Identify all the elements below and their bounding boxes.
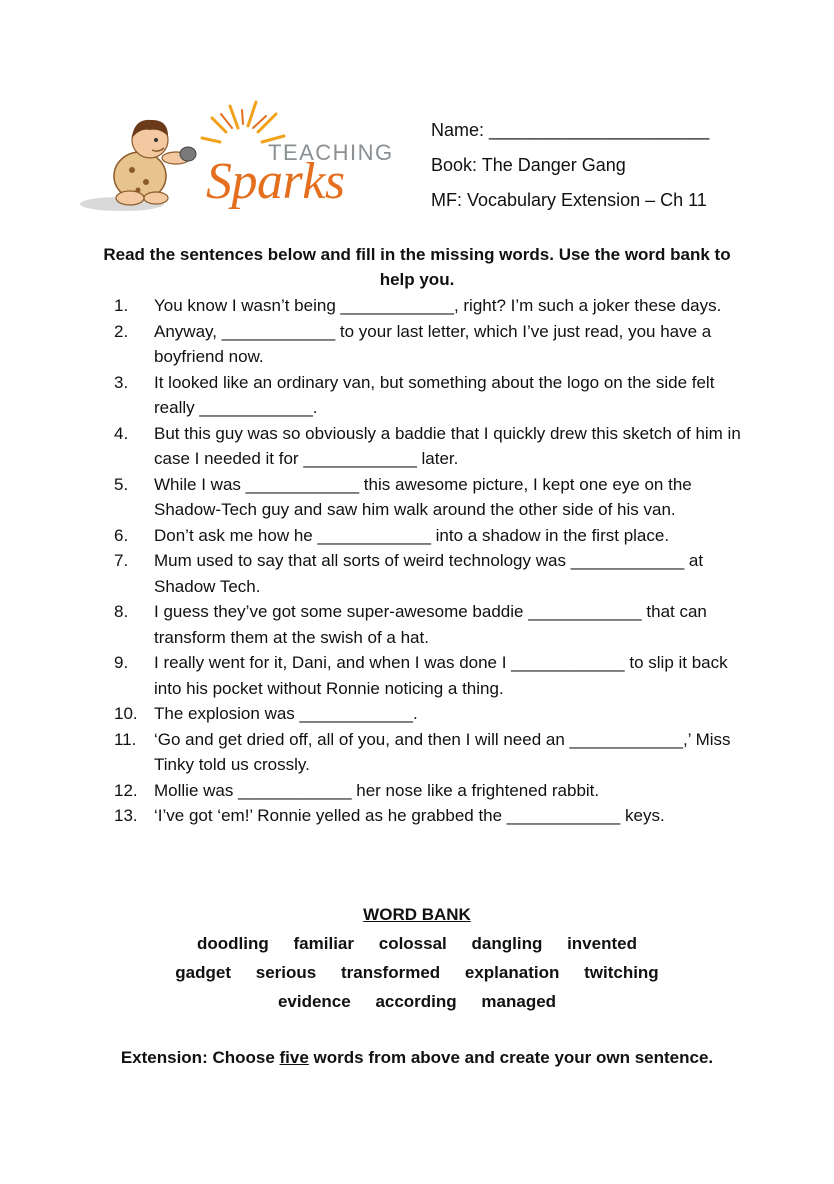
question-item xyxy=(108,293,750,319)
question-text: I really went for it, Dani, and when I was done I ____________ to slip it back into his pocket without Ronnie noticing a thing. xyxy=(154,653,728,698)
extension-emphasis: five xyxy=(279,1048,309,1067)
question-number: 7. xyxy=(114,551,129,570)
question-text: The explosion was ____________. xyxy=(154,704,418,723)
question-number: 11. xyxy=(114,729,137,749)
question-text: ‘Go and get dried off, all of you, and then I will need an ____________,’ Miss Tinky told us crossly. xyxy=(154,729,731,774)
question-number: 12. xyxy=(114,780,138,800)
extension-task xyxy=(0,1048,834,1068)
word-bank-word: twitching xyxy=(584,963,659,982)
question-text: Mum used to say that all sorts of weird technology was ____________ at Shadow Tech. xyxy=(154,551,704,596)
worksheet-subtitle: MF: Vocabulary Extension – Ch 11 xyxy=(431,190,707,210)
question-number: 1. xyxy=(114,296,129,315)
word-bank-title: WORD BANK xyxy=(363,905,471,924)
name-field: Name: ______________________ xyxy=(431,120,710,140)
word-bank-word: familiar xyxy=(293,934,354,953)
question-text: I guess they’ve got some super-awesome baddie ____________ that can transform them at the swish of a hat. xyxy=(154,602,707,647)
word-bank-word: evidence xyxy=(277,992,351,1011)
question-text: Don’t ask me how he ____________ into a shadow in the first place. xyxy=(154,525,670,545)
question-number: 13. xyxy=(114,806,138,825)
teaching-sparks-logo xyxy=(80,98,400,223)
logo-sparks-text: Sparks xyxy=(206,153,345,210)
question-number: 4. xyxy=(114,423,129,443)
question-item xyxy=(108,370,750,421)
question-item xyxy=(108,599,750,650)
question-number: 6. xyxy=(114,525,129,545)
word-bank-word: invented xyxy=(567,934,637,953)
question-item xyxy=(108,650,750,701)
question-text: ‘I’ve got ‘em!’ Ronnie yelled as he grabbed the ____________ keys. xyxy=(154,806,665,825)
question-number: 2. xyxy=(114,321,129,341)
book-title: Book: The Danger Gang xyxy=(431,155,626,175)
word-bank-word: explanation xyxy=(464,963,560,982)
word-bank-word: managed xyxy=(481,992,557,1011)
worksheet-info xyxy=(431,113,709,218)
instructions: Read the sentences below and fill in the missing words. Use the word bank to help you. xyxy=(103,245,731,289)
question-number: 5. xyxy=(114,474,129,494)
word-bank-word: doodling xyxy=(197,934,269,953)
question-item xyxy=(108,778,750,804)
extension-text-start: Extension: Choose xyxy=(120,1048,280,1067)
question-text: Anyway, ____________ to your last letter, which I’ve just read, you have a boyfriend now. xyxy=(154,321,712,366)
question-item xyxy=(108,727,750,778)
word-bank-word: dangling xyxy=(471,934,543,953)
word-bank-word: gadget xyxy=(175,963,232,982)
question-item xyxy=(108,319,750,370)
word-bank-row xyxy=(0,934,834,954)
question-item xyxy=(108,523,750,549)
word-bank-row xyxy=(0,963,834,983)
question-text: It looked like an ordinary van, but something about the logo on the side felt really ____________. xyxy=(154,372,715,417)
question-text: While I was ____________ this awesome picture, I kept one eye on the Shadow-Tech guy and saw him walk around the other side of his van. xyxy=(154,474,692,519)
question-number: 8. xyxy=(114,602,129,621)
word-bank-word: according xyxy=(375,992,457,1011)
extension-text-end: words from above and create your own sentence. xyxy=(308,1048,714,1067)
question-item xyxy=(108,701,750,727)
question-text: Mollie was ____________ her nose like a frightened rabbit. xyxy=(154,780,600,800)
question-number: 9. xyxy=(114,653,129,672)
question-number: 10. xyxy=(114,704,138,723)
logo-teaching-text: TEACHING xyxy=(268,140,394,165)
question-text: But this guy was so obviously a baddie that I quickly drew this sketch of him in case I needed it for ____________ later. xyxy=(154,423,741,468)
question-list xyxy=(108,293,750,829)
question-item xyxy=(108,548,750,599)
question-item xyxy=(108,421,750,472)
word-bank-row xyxy=(0,992,834,1012)
question-item xyxy=(108,803,750,829)
word-bank-word: colossal xyxy=(378,934,447,953)
word-bank-word: serious xyxy=(255,963,317,982)
question-text: You know I wasn’t being ____________, right? I’m such a joker these days. xyxy=(154,296,722,315)
question-number: 3. xyxy=(114,372,129,392)
question-item xyxy=(108,472,750,523)
word-bank-word: transformed xyxy=(340,963,441,982)
